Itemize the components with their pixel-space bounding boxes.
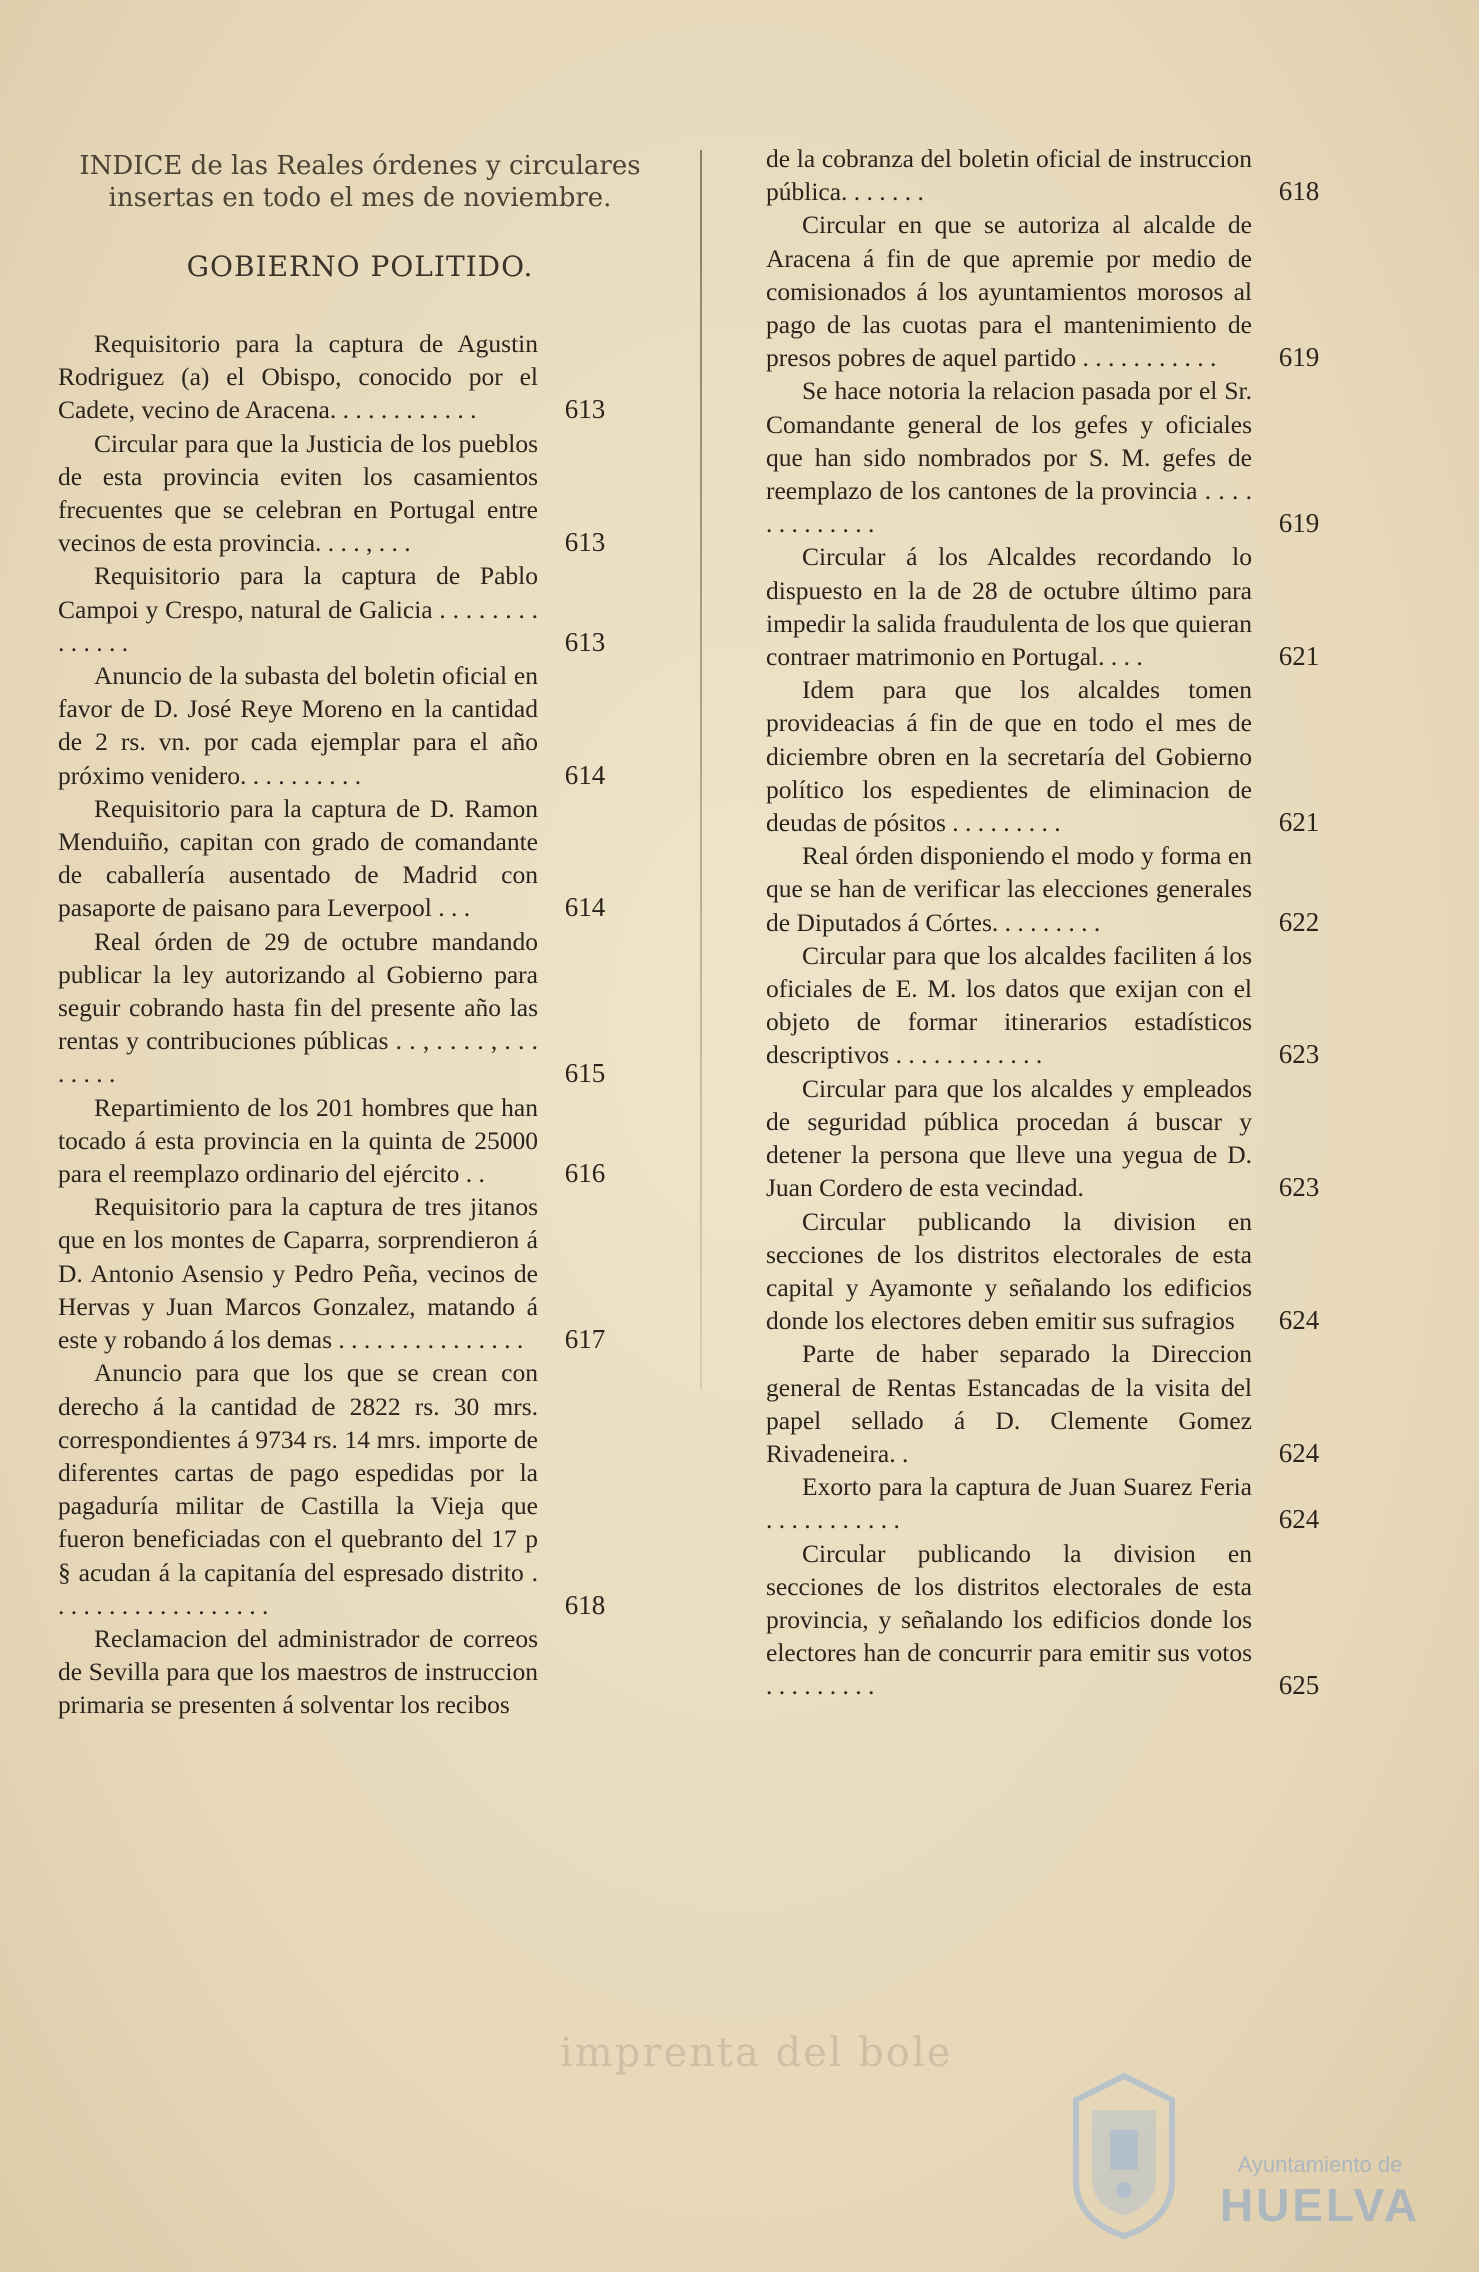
index-entry <box>766 939 1320 1072</box>
page-number: 622 <box>1278 906 1320 937</box>
index-title <box>60 150 660 214</box>
index-entry <box>766 1205 1320 1338</box>
entry-text: Requisitorio para la captura de tres jitanos que en los montes de Caparra, sorprendieron á D. Antonio Asensio y Pedro Peña, vecinos de Hervas y Juan Marcos Gonzalez, matando á este y robando á los demas . . . . . . . . . . . . . . . <box>58 1192 538 1355</box>
page-number: 615 <box>564 1058 606 1089</box>
entry-text: Requisitorio para la captura de Agustin Rodriguez (a) el Obispo, conocido por el Cadete, vecino de Aracena. . . . . . . . . . . . <box>58 329 538 425</box>
index-entry <box>766 1470 1320 1536</box>
page-number: 624 <box>1278 1437 1320 1468</box>
index-entry <box>58 1190 606 1356</box>
entry-text: Se hace notoria la relacion pasada por el Sr. Comandante general de los gefes y oficiales que han sido nombrados por S. M. gefes de reemplazo de los cantones de la provincia . . . . . . . . . . . . . <box>766 376 1252 539</box>
index-entry <box>58 659 606 792</box>
index-entry <box>58 559 606 659</box>
page-number: 619 <box>1278 508 1320 539</box>
page-number: 624 <box>1278 1504 1320 1535</box>
entry-text: Exorto para la captura de Juan Suarez Feria . . . . . . . . . . . <box>766 1472 1252 1535</box>
page-number: 618 <box>1278 176 1320 207</box>
index-entry <box>766 1537 1320 1703</box>
section-heading: GOBIERNO POLITIDO. <box>186 250 534 283</box>
bleed-through-text: imprenta del bole <box>560 2030 953 2076</box>
entry-text: Anuncio para que los que se crean con derecho á la cantidad de 2822 rs. 30 mrs. correspondientes á 9734 rs. 14 mrs. importe de diferentes cartas de pago espedidas por la pagaduría militar de Castilla la Vieja que fueron beneficiadas con el quebranto del 17 p § acudan á la capitanía del espresado distrito . . . . . . . . . . . . . . . . . . <box>58 1358 538 1620</box>
index-entry <box>58 427 606 560</box>
index-entry <box>58 1356 606 1622</box>
index-entry <box>58 327 606 427</box>
title-line-2: insertas en todo el mes de noviembre. <box>108 183 612 213</box>
index-entry <box>58 1091 606 1191</box>
page-number: 613 <box>564 626 606 657</box>
entry-text: Circular para que los alcaldes faciliten á los oficiales de E. M. los datos que exijan con el objeto de formar itinerarios estadísticos descriptivos . . . . . . . . . . . . <box>766 940 1252 1070</box>
entry-text: Circular publicando la division en secciones de los distritos electorales de esta provincia, y señalando los edificios donde los electores han de concurrir para emitir sus votos . . . . . . . . . <box>766 1538 1252 1701</box>
entry-text: Reclamacion del administrador de correos de Sevilla para que los maestros de instruccion primaria se presenten á solventar los recibos <box>58 1623 538 1720</box>
entry-text: de la cobranza del boletin oficial de instruccion pública. . . . . . . <box>766 144 1252 207</box>
page-number: 614 <box>564 759 606 790</box>
entry-text: Circular para que la Justicia de los pueblos de esta provincia eviten los casamientos frecuentes que se celebran en Portugal entre vecinos de esta provincia. . . . , . . . <box>58 428 538 558</box>
entry-text: Circular publicando la division en secciones de los distritos electorales de esta capital y Ayamonte y señalando los edificios donde los electores deben emitir sus sufragios <box>766 1206 1252 1336</box>
column-divider <box>700 150 702 1390</box>
page-number: 616 <box>564 1158 606 1189</box>
left-column <box>58 327 606 1722</box>
entry-text: Parte de haber separado la Direccion general de Rentas Estancadas de la visita del papel sellado á D. Clemente Gomez Rivadeneira. . <box>766 1339 1252 1468</box>
entry-text: Requisitorio para la captura de Pablo Campoi y Crespo, natural de Galicia . . . . . . . . . . . . . . <box>58 561 538 657</box>
index-entry <box>58 792 606 925</box>
watermark <box>1200 2152 1440 2232</box>
page-number: 623 <box>1278 1039 1320 1070</box>
index-entry <box>766 142 1320 208</box>
index-entry <box>58 925 606 1091</box>
page-number: 614 <box>564 892 606 923</box>
watermark-line-1: Ayuntamiento de <box>1237 2152 1403 2177</box>
index-entry <box>766 208 1320 374</box>
index-entry <box>766 673 1320 839</box>
entry-text: Real órden disponiendo el modo y forma en que se han de verificar las elecciones generales de Diputados á Córtes. . . . . . . . . <box>766 841 1252 937</box>
entry-text: Requisitorio para la captura de D. Ramon Menduiño, capitan con grado de comandante de caballería ausentado de Madrid con pasaporte de paisano para Leverpool . . . <box>58 793 538 923</box>
entry-text: Circular en que se autoriza al alcalde de Aracena á fin de que apremie por medio de comisionados á los ayuntamientos morosos al pago de las cuotas para el mantenimiento de presos pobres de aquel partido . . . . . . . . . . . <box>766 210 1252 373</box>
entry-text: Repartimiento de los 201 hombres que han tocado á esta provincia en la quinta de 25000 para el reemplazo ordinario del ejército . . <box>58 1092 538 1189</box>
page-number: 617 <box>564 1324 606 1355</box>
title-line-1: INDICE de las Reales órdenes y circulares <box>79 151 641 181</box>
entry-text: Anuncio de la subasta del boletin oficial en favor de D. José Reye Moreno en la cantidad de 2 rs. vn. por cada ejemplar para el año próximo venidero. . . . . . . . . . <box>58 661 538 790</box>
index-entry <box>58 1622 538 1722</box>
page-number: 621 <box>1278 641 1320 672</box>
entry-text: Circular para que los alcaldes y empleados de seguridad pública procedan á buscar y detener la persona que lleve una yegua de D. Juan Cordero de esta vecindad. <box>766 1073 1252 1203</box>
entry-text: Idem para que los alcaldes tomen provideacias á fin de que en todo el mes de diciembre obren en la secretaría del Gobierno político los espedientes de eliminacion de deudas de pósitos . . . . . . . . . <box>766 675 1252 838</box>
page-number: 623 <box>1278 1172 1320 1203</box>
entry-text: Circular á los Alcaldes recordando lo dispuesto en la de 28 de octubre último para impedir la salida fraudulenta de los que quieran contraer matrimonio en Portugal. . . . <box>766 542 1252 672</box>
watermark-line-2: HUELVA <box>1219 2179 1421 2231</box>
page-number: 625 <box>1278 1670 1320 1701</box>
right-column <box>766 142 1320 1703</box>
page-number: 621 <box>1278 807 1320 838</box>
page-number: 619 <box>1278 342 1320 373</box>
index-entry <box>766 1072 1320 1205</box>
index-entry <box>766 540 1320 673</box>
city-seal-icon <box>1062 2070 1186 2240</box>
entry-text: Real órden de 29 de octubre mandando publicar la ley autorizando al Gobierno para seguir cobrando hasta fin del presente año las rentas y contribuciones públicas . . , . . . . , . . . . . . . . <box>58 926 538 1089</box>
page-number: 613 <box>564 394 606 425</box>
page-number: 613 <box>564 527 606 558</box>
index-entry <box>766 374 1320 540</box>
index-entry <box>766 1337 1320 1470</box>
index-entry <box>766 839 1320 939</box>
page-number: 624 <box>1278 1305 1320 1336</box>
page-number: 618 <box>564 1589 606 1620</box>
